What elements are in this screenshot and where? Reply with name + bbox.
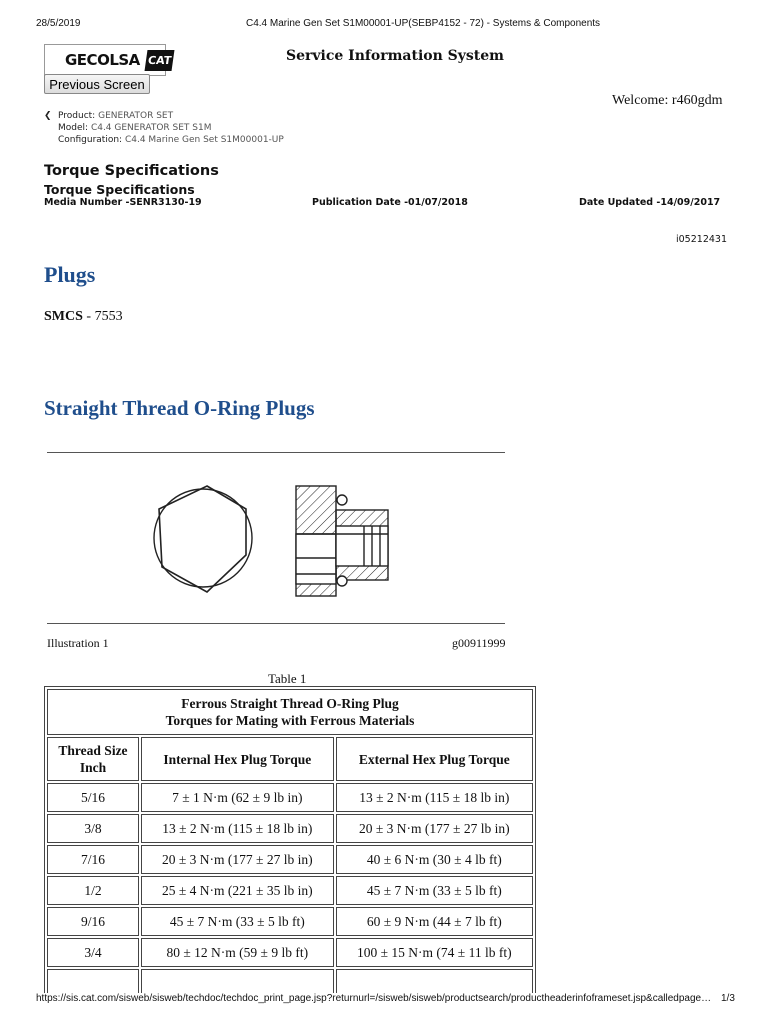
table-cell: 3/8 [47,814,139,843]
o-ring-plug-illustration [140,478,420,608]
table-cell: 20 ± 3 N·m (177 ± 27 lb in) [336,814,533,843]
site-title: Service Information System [286,48,504,64]
table-cell: 45 ± 7 N·m (33 ± 5 lb ft) [336,876,533,905]
table-row [47,845,533,874]
table-cell: 3/4 [47,938,139,967]
table-cell: 40 ± 6 N·m (30 ± 4 lb ft) [336,845,533,874]
document-id: i05212431 [676,234,727,245]
welcome-text: Welcome: r460gdm [612,93,723,108]
table-cell: 1/2 [47,876,139,905]
date-updated: Date Updated -14/09/2017 [579,197,721,208]
table-row [47,783,533,812]
product-link[interactable]: GENERATOR SET [98,111,174,121]
breadcrumb-product: Product: GENERATOR SET [58,111,174,121]
print-page-number: 1/3 [721,993,735,1004]
subsection-heading: Straight Thread O-Ring Plugs [44,396,315,420]
table-row [47,938,533,967]
table-cell: 7/16 [47,845,139,874]
print-title: C4.4 Marine Gen Set S1M00001-UP(SEBP4152 - 72) - Systems & Components [246,18,601,29]
table-cell: 20 ± 3 N·m (177 ± 27 lb in) [141,845,334,874]
page-title: Torque Specifications [44,163,219,179]
section-heading-plugs: Plugs [44,262,96,287]
divider [47,623,505,624]
gecolsa-cat-logo [44,44,172,76]
table-cell: 7 ± 1 N·m (62 ± 9 lb in) [141,783,334,812]
media-number: Media Number -SENR3130-19 [44,197,202,208]
table-cell: 60 ± 9 N·m (44 ± 7 lb ft) [336,907,533,936]
logo-brand: GECOLSA [65,51,140,69]
table-cell: 25 ± 4 N·m (221 ± 35 lb in) [141,876,334,905]
breadcrumb-model: Model: C4.4 GENERATOR SET S1M [58,123,212,133]
configuration-link[interactable]: C4.4 Marine Gen Set S1M00001-UP [124,135,284,145]
model-link[interactable]: C4.4 GENERATOR SET S1M [90,123,212,133]
divider [47,452,505,453]
chevron-left-icon[interactable]: ❮ [44,111,52,121]
torque-table [44,686,536,1001]
table-cell: 13 ± 2 N·m (115 ± 18 lb in) [336,783,533,812]
cat-logo-icon: CAT [144,50,174,71]
table-row [47,814,533,843]
publication-date: Publication Date -01/07/2018 [312,197,468,208]
table-cell: 80 ± 12 N·m (59 ± 9 lb ft) [141,938,334,967]
illustration-caption: Illustration 1 [47,636,109,650]
illustration-code: g00911999 [452,636,506,650]
print-date: 28/5/2019 [36,18,81,29]
table-row [47,876,533,905]
table-cell: 5/16 [47,783,139,812]
previous-screen-button[interactable]: Previous Screen [44,74,150,94]
table-title: Ferrous Straight Thread O-Ring Plug Torques for Mating with Ferrous Materials [47,689,533,735]
column-header-external: External Hex Plug Torque [336,737,533,781]
table-cell: 45 ± 7 N·m (33 ± 5 lb ft) [141,907,334,936]
column-header-thread-size: Thread Size Inch [47,737,139,781]
table-header-row [47,737,533,781]
page-subtitle: Torque Specifications [44,182,195,197]
column-header-internal: Internal Hex Plug Torque [141,737,334,781]
table-row [47,907,533,936]
breadcrumb [44,110,284,146]
print-url: https://sis.cat.com/sisweb/sisweb/techdoc/techdoc_print_page.jsp?returnurl=/sisweb/sisweb/productsearch/productheaderinfoframeset.jsp&calledpage… [36,993,712,1004]
table-caption: Table 1 [268,671,307,686]
smcs-code: SMCS - 7553 [44,309,123,324]
plug-side-view [296,486,388,596]
table-cell: 13 ± 2 N·m (115 ± 18 lb in) [141,814,334,843]
table-cell: 9/16 [47,907,139,936]
table-title-row [47,689,533,735]
table-cell: 100 ± 15 N·m (74 ± 11 lb ft) [336,938,533,967]
breadcrumb-configuration: Configuration: C4.4 Marine Gen Set S1M00001-UP [58,135,284,145]
